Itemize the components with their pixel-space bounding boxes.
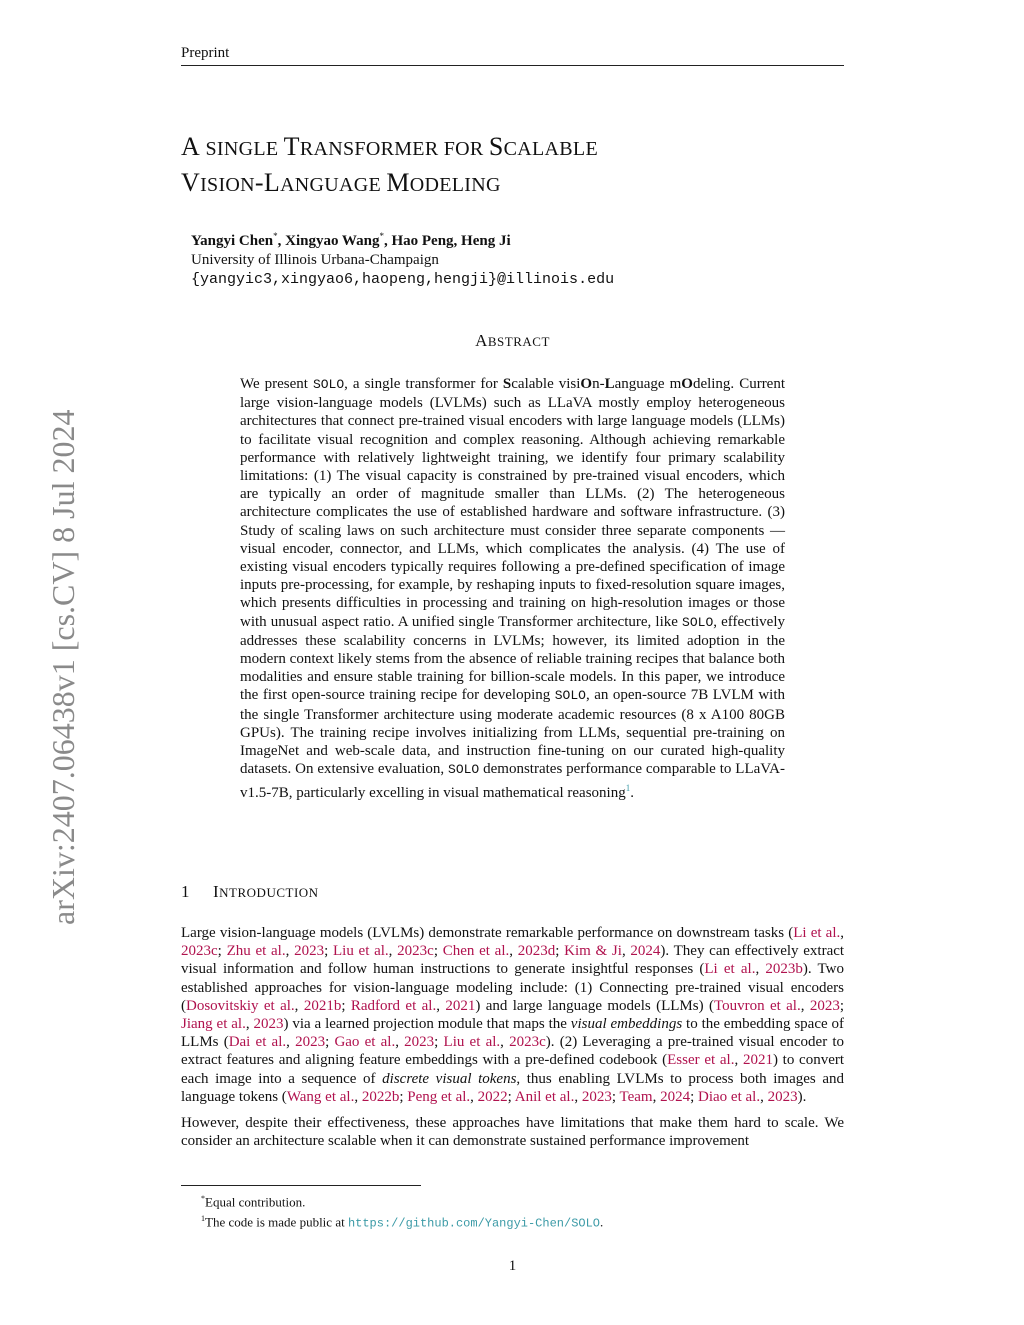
citation-link[interactable]: Kim & Ji <box>564 943 622 960</box>
intro-paragraph-2: However, despite their effectiveness, these approaches have limitations that make them hard to scale. We consider an architecture scalable when it can demonstrate sustained performance improvement <box>181 1115 844 1150</box>
footnote-link[interactable]: 1 <box>625 783 631 794</box>
title-line-1: A SINGLE TRANSFORMER FOR SCALABLE <box>181 132 598 161</box>
citation-link[interactable]: Wang et al. <box>286 1088 355 1105</box>
footnotes <box>181 1190 844 1233</box>
footnote-code: $^1$The code is made public at https://github.com/Yangyi-Chen/SOLO. <box>201 1214 604 1231</box>
citation-link[interactable]: Li et al. <box>704 961 756 978</box>
citation-link[interactable]: Dai et al. <box>228 1034 287 1051</box>
paper-title <box>181 130 844 202</box>
citation-link[interactable]: 2024 <box>660 1088 691 1105</box>
citation-link[interactable]: Touvron et al. <box>713 997 801 1014</box>
citation-link[interactable]: Chen et al. <box>442 943 510 960</box>
author-block <box>191 227 841 289</box>
citation-link[interactable]: 2023 <box>295 1034 326 1051</box>
citation-link[interactable]: 2023 <box>253 1016 284 1033</box>
abstract-heading: ABSTRACT <box>475 331 550 350</box>
affiliation: University of Illinois Urbana-Champaign <box>191 252 439 268</box>
citation-link[interactable]: Esser et al. <box>667 1052 735 1069</box>
citation-link[interactable]: 2022b <box>361 1088 400 1105</box>
citation-link[interactable]: Zhu et al. <box>226 943 286 960</box>
citation-link[interactable]: 2023 <box>294 943 325 960</box>
citation-link[interactable]: Gao et al. <box>334 1034 396 1051</box>
citation-link[interactable]: 2023d <box>517 943 556 960</box>
code-url-link[interactable]: https://github.com/Yangyi-Chen/SOLO <box>347 1216 600 1231</box>
title-line-2: VISION-LANGUAGE MODELING <box>181 168 501 197</box>
citation-link[interactable]: 2023 <box>809 997 840 1014</box>
citation-link[interactable]: Li et al. <box>793 925 841 941</box>
citation-link[interactable]: Liu et al. <box>332 943 389 960</box>
citation-link[interactable]: 2023 <box>767 1088 798 1105</box>
abstract-body: We present SOLO, a single transformer for Scalable visiOn-Language mOdeling. Current large vision-language models (LVLMs) such as LLaVA mostly employ heterogeneous architectures that connect pre-trained visual encoders with large language models (LLMs) to facilitate visual recognition and complex reasoning. Although achieving remarkable performance with relatively lightweight training, we identify four primary scalability limitations: (1) The visual capacity is constrained by pre-trained visual encoders, which are typically an order of magnitude smaller than LLMs. (2) The heterogeneous architecture complicates the use of established hardware and software infrastructure. (3) Study of scaling laws on such architecture must consider three separate components — visual encoder, connector, and LLMs, which complicates the analysis. (4) The use of existing visual encoders typically requires following a pre-defined specification of image inputs pre-processing, for example, by reshaping inputs to fixed-resolution square images, which presents difficulties in processing and training on high-resolution images or those with unusual aspect ratio. A unified single Transformer architecture, like SOLO, effectively addresses these scalability concerns in LVLMs; however, its limited adoption in the modern context likely stems from the absence of reliable training recipes that balance both modalities and ensure stable training for billion-scale models. In this paper, we introduce the first open-source training recipe for developing SOLO, an open-source 7B LVLM with the single Transformer architecture using moderate academic resources (8 x A100 80GB GPUs). The training recipe involves initializing from LLMs, sequential pre-training on ImageNet and web-scale data, and instruction fine-tuning on our curated high-quality datasets. On extensive evaluation, SOLO demonstrates performance comparable to LLaVA-v1.5-7B, particularly excelling in visual mathematical reasoning$^1$. <box>240 376 786 802</box>
citation-link[interactable]: Jiang et al. <box>181 1016 246 1033</box>
citation-link[interactable]: Diao et al. <box>698 1088 761 1105</box>
citation-link[interactable]: 2023c <box>181 943 218 960</box>
citation-link[interactable]: 2021b <box>303 997 342 1014</box>
citation-link[interactable]: Radford et al. <box>350 997 437 1014</box>
citation-link[interactable]: Liu et al. <box>443 1034 501 1051</box>
citation-link[interactable]: 2023c <box>509 1034 546 1051</box>
citation-link[interactable]: Anil et al. <box>514 1088 575 1105</box>
citation-link[interactable]: 2023c <box>397 943 434 960</box>
introduction-body <box>181 924 844 1158</box>
footnote-rule <box>181 1185 421 1186</box>
citation-link[interactable]: 2023 <box>404 1034 435 1051</box>
arxiv-identifier-stamp: arXiv:2407.06438v1 [cs.CV] 8 Jul 2024 <box>45 409 81 925</box>
citation-link[interactable]: Team <box>619 1088 653 1105</box>
author-email[interactable]: {yangyic3,xingyao6,haopeng,hengji}@illinois.edu <box>191 271 615 288</box>
intro-paragraph-1: Large vision-language models (LVLMs) demonstrate remarkable performance on downstream tasks (Li et al., 2023c; Zhu et al., 2023; Liu et al., 2023c; Chen et al., 2023d; Kim & Ji, 2024). They can effectively extract visual information and follow human instructions to generate insightful responses (Li et al., 2023b). Two established approaches for vision-language modeling include: (1) Connecting pre-trained visual encoders (Dosovitskiy et al., 2021b; Radford et al., 2021) and large language models (LLMs) (Touvron et al., 2023; Jiang et al., 2023) via a learned projection module that maps the visual embeddings to the embedding space of LLMs (Dai et al., 2023; Gao et al., 2023; Liu et al., 2023c). (2) Leveraging a pre-trained visual encoder to extract features and aligning feature embeddings with a pre-defined codebook (Esser et al., 2021) to convert each image into a sequence of discrete visual tokens, thus enabling LVLMs to process both images and language tokens (Wang et al., 2022b; Peng et al., 2022; Anil et al., 2023; Team, 2024; Diao et al., 2023). <box>181 925 845 1105</box>
page-number: 1 <box>508 1258 517 1274</box>
citation-link[interactable]: 2023 <box>581 1088 612 1105</box>
citation-link[interactable]: Dosovitskiy et al. <box>186 997 295 1014</box>
citation-link[interactable]: Peng et al. <box>407 1088 471 1105</box>
author-names: Yangyi Chen*, Xingyao Wang*, Hao Peng, Heng Ji <box>191 231 511 249</box>
citation-link[interactable]: 2023b <box>765 961 803 978</box>
citation-link[interactable]: 2021 <box>445 997 476 1014</box>
footnote-equal-contribution: *Equal contribution. <box>201 1194 306 1210</box>
section-heading-introduction: 1 INTRODUCTION <box>181 882 319 901</box>
citation-link[interactable]: 2022 <box>477 1088 508 1105</box>
citation-link[interactable]: 2021 <box>742 1052 773 1069</box>
citation-link[interactable]: 2024 <box>630 943 661 960</box>
header-rule <box>181 65 844 66</box>
running-header: Preprint <box>181 45 230 61</box>
